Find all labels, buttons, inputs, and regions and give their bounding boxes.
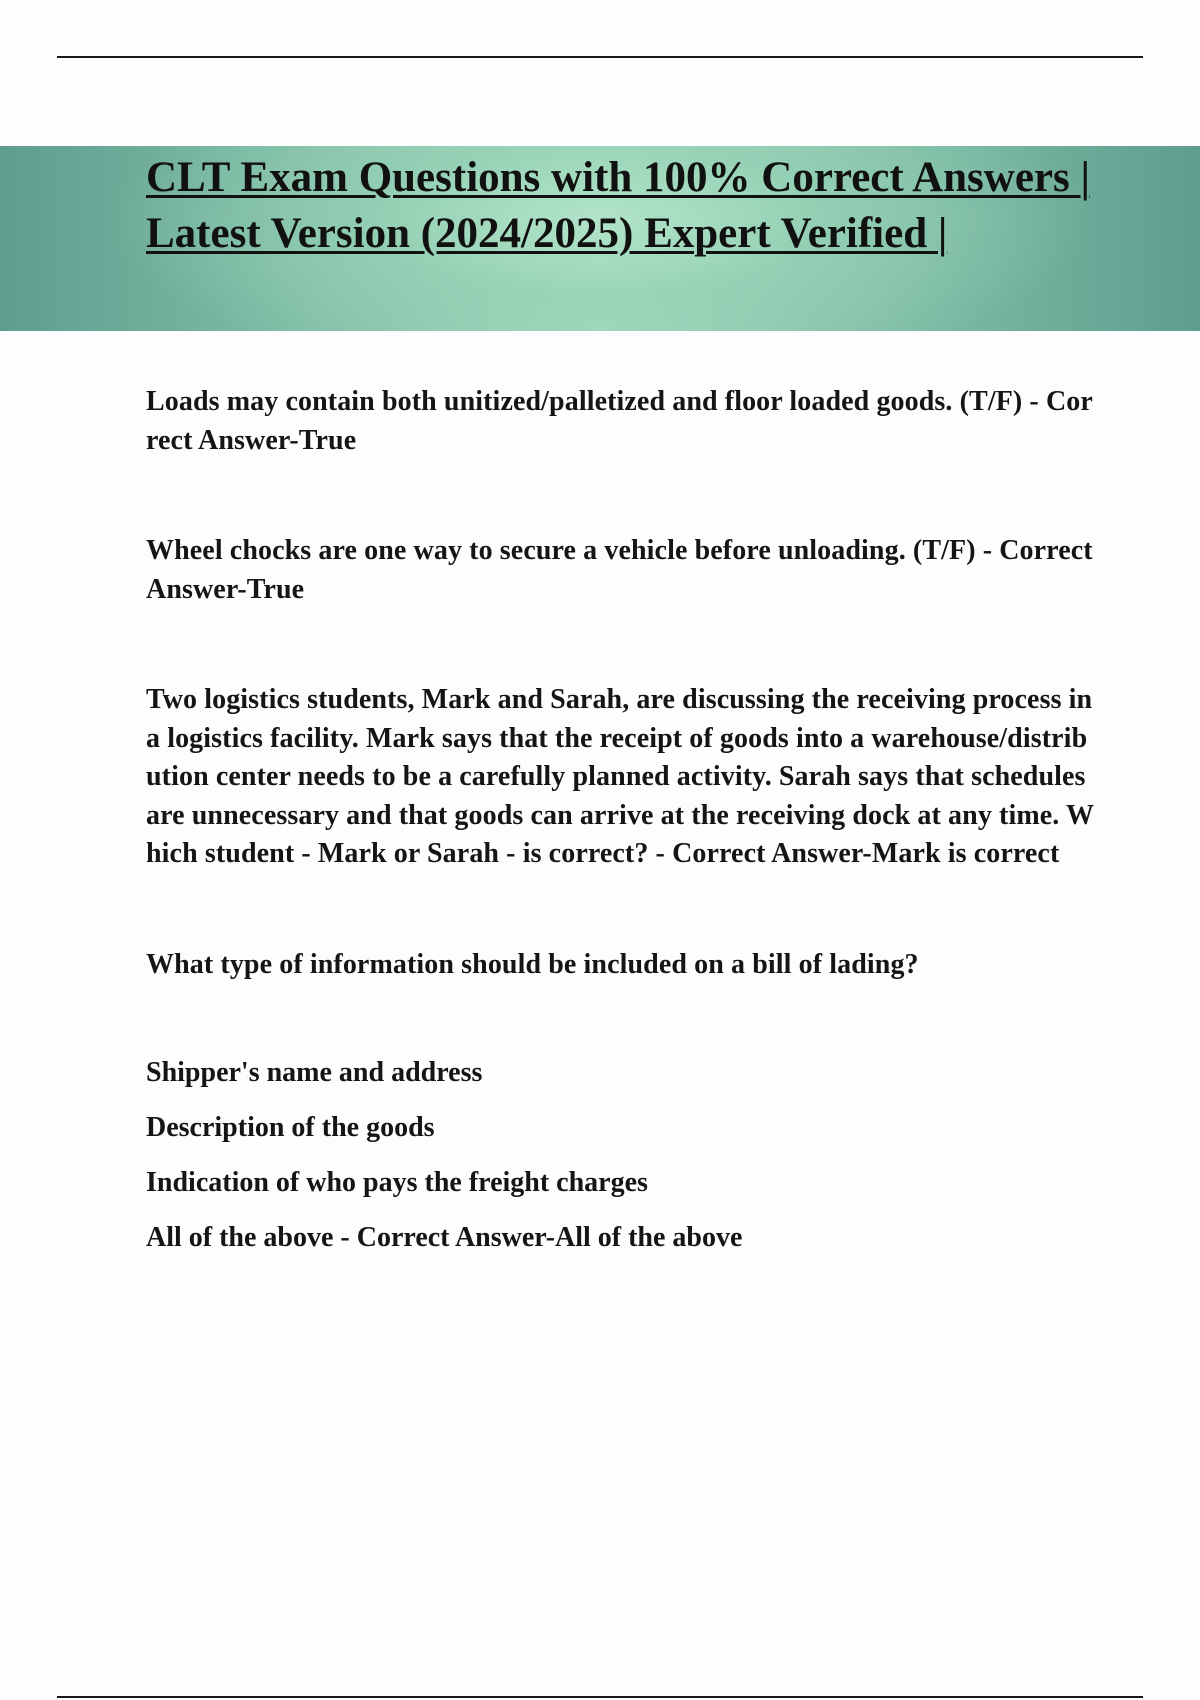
option-item: All of the above - Correct Answer-All of the above <box>146 1222 743 1253</box>
document-title: CLT Exam Questions with 100% Correct Answers | Latest Version (2024/2025) Expert Verified | <box>146 154 1090 257</box>
question-answer-3: Two logistics students, Mark and Sarah, are discussing the receiving process in a logistics facility. Mark says that the receipt of goods into a warehouse/distribution center needs to be a carefully planned activity. Sarah says that schedules are unnecessary and that goods can arrive at the receiving dock at any time. Which student - Mark or Sarah - is correct? - Correct Answer-Mark is correct <box>146 684 1095 869</box>
answer-options <box>146 1054 1096 1257</box>
question-4: What type of information should be included on a bill of lading? <box>146 948 919 980</box>
bottom-rule <box>57 1696 1143 1698</box>
question-answer-2: Wheel chocks are one way to secure a vehicle before unloading. (T/F) - Correct Answer-True <box>146 535 1093 605</box>
top-rule <box>57 56 1143 58</box>
option-item: Description of the goods <box>146 1112 435 1143</box>
document-body <box>146 383 1096 1274</box>
title-banner <box>0 146 1200 331</box>
option-item: Shipper's name and address <box>146 1057 483 1088</box>
option-item: Indication of who pays the freight charges <box>146 1167 648 1198</box>
question-answer-1: Loads may contain both unitized/palletized and floor loaded goods. (T/F) - Correct Answer-True <box>146 386 1093 456</box>
